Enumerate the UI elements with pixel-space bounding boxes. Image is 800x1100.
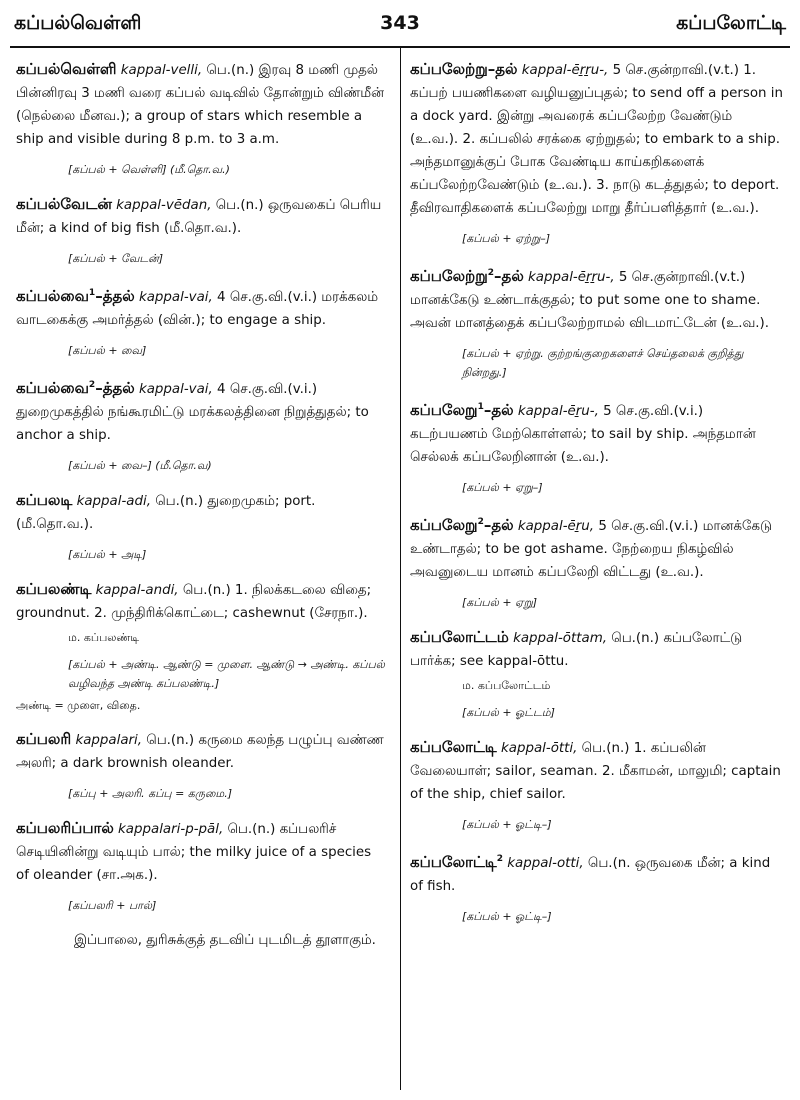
- definition: பெ.(n.) கப்பலோட்டு பார்க்க; see kappal-ōttu.: [410, 631, 743, 669]
- cognate: ம. கப்பலண்டி: [68, 631, 140, 644]
- dictionary-entry: [16, 58, 388, 151]
- definition: பெ.(n.) ஒருவகைப் பெரிய மீன்; a kind of big fish (மீ.தொ.வ.).: [16, 198, 382, 236]
- definition: 5 செ.கு.வி.(v.i.) மானக்கேடு உண்டாதல்; to be got ashame. நேற்றைய நிகழ்வில் அவனுடைய மானம் கப்பலேறி விட்டது (உ.வ.).: [410, 519, 772, 580]
- transliteration: kappal-vai,: [138, 290, 213, 305]
- transliteration: kappal-vēdan,: [116, 198, 212, 213]
- dictionary-entry: [16, 817, 388, 887]
- dictionary-entry: [410, 262, 784, 335]
- definition: பெ.(n.) துறைமுகம்; port. (மீ.தொ.வ.).: [16, 494, 316, 532]
- guide-word-left: கப்பல்வெள்ளி: [14, 12, 142, 34]
- dictionary-entry: [16, 578, 388, 625]
- definition: 4 செ.கு.வி.(v.i.) துறைமுகத்தில் நங்கூரமிட்டு மரக்கலத்தினை நிறுத்துதல்; to anchor a ship.: [16, 382, 369, 443]
- etymology: [கப்பல் + வை]: [68, 344, 147, 357]
- headword: கப்பலரி: [16, 730, 72, 748]
- transliteration: kappal-ēṟu-,: [517, 404, 599, 419]
- headword: கப்பல்வை$^1$–த்தல்: [16, 287, 135, 305]
- etymology: [கப்பல் + ஏற்று–]: [462, 232, 551, 245]
- guide-word-right: கப்பலோட்டி: [676, 12, 786, 34]
- headword: கப்பல்வேடன்: [16, 195, 112, 213]
- definition: பெ.(n.) கப்பலரிச் செடியினின்று வடியும் பால்; the milky juice of a species of oleander (சா.அக.).: [16, 822, 372, 883]
- definition: பெ.(n.) கருமை கலந்த பழுப்பு வண்ண அலரி; a dark brownish oleander.: [16, 733, 384, 771]
- dictionary-entry: [410, 396, 784, 469]
- definition: பெ.(n.) 1. கப்பலின் வேலையாள்; sailor, seaman. 2. மீகாமன், மாலுமி; captain of the ship, chief sailor.: [410, 741, 781, 802]
- column-divider: [400, 48, 401, 1090]
- page-header: [14, 12, 786, 46]
- definition: பெ.(n.) 1. நிலக்கடலை விதை; groundnut. 2. முந்திரிக்கொட்டை; cashewnut (சேரநா.).: [16, 583, 372, 621]
- definition: பெ.(n.) இரவு 8 மணி முதல் பின்னிரவு 3 மணி வரை கப்பல் வடிவில் தோன்றும் விண்மீன் (நெல்லை மீனவ.); a group of stars which resemble a ship and visible during 8 p.m. to 3 a.m.: [16, 63, 385, 147]
- etymology: [கப்பல் + அடி]: [68, 548, 147, 561]
- etymology: [கப்பல் + ஓட்டி–]: [462, 818, 552, 831]
- dictionary-entry: [410, 736, 784, 806]
- etymology: [கப்பல் + வை–] (மீ.தொ.வ): [68, 459, 212, 472]
- dictionary-entry: [410, 58, 784, 220]
- transliteration: kappal-ēṟṟu-,: [521, 63, 609, 78]
- headword: கப்பலேற்று–தல்: [410, 60, 518, 78]
- transliteration: kappal-ōtti,: [501, 741, 578, 756]
- left-column: [16, 58, 388, 952]
- transliteration: kappal-otti,: [507, 856, 584, 871]
- dictionary-entry: [16, 282, 388, 332]
- headword: கப்பலோட்டி: [410, 738, 497, 756]
- headword: கப்பலண்டி: [16, 580, 92, 598]
- page-number: 343: [380, 12, 420, 34]
- headword: கப்பலேறு$^1$–தல்: [410, 401, 514, 419]
- transliteration: kappalari,: [75, 733, 143, 748]
- dictionary-entry: [16, 728, 388, 775]
- transliteration: kappal-adi,: [76, 494, 151, 509]
- headword: கப்பலரிப்பால்: [16, 819, 114, 837]
- etymology: [கப்பல் + ஏற்று. குற்றங்குறைகளைச் செய்தலைக் குறித்து நின்றது.]: [462, 347, 744, 379]
- transliteration: kappal-ēṟṟu-,: [528, 270, 615, 285]
- definition: 5 செ.குன்றாவி.(v.t.) மானக்கேடு உண்டாக்குதல்; to put some one to shame. அவன் மானத்தைக் கப்பலேற்றாமல் விடமாட்டேன் (உ.வ.).: [410, 270, 770, 331]
- definition: 5 செ.கு.வி.(v.i.) கடற்பயணம் மேற்கொள்ளல்; to sail by ship. அந்தமான் செல்லக் கப்பலேறினான் (உ.வ.).: [410, 404, 756, 465]
- etymology-note: அண்டி = முளை, விதை.: [16, 699, 141, 712]
- headword: கப்பல்வெள்ளி: [16, 60, 117, 78]
- headword: கப்பலேற்று$^2$–தல்: [410, 267, 524, 285]
- definition: பெ.(n. ஒருவகை மீன்; a kind of fish.: [410, 856, 771, 894]
- transliteration: kappal-ēṟu,: [517, 519, 595, 534]
- etymology: [கப்பல் + ஓட்டி–]: [462, 910, 552, 923]
- etymology: [கப்பல் + ஏறு–]: [462, 481, 543, 494]
- headword: கப்பலோட்டி$^2$: [410, 853, 503, 871]
- dictionary-entry: [410, 848, 784, 898]
- etymology: [கப்பலரி + பால்]: [68, 899, 157, 912]
- etymology: [கப்பல் + வெள்ளி] (மீ.தொ.வ.): [68, 163, 230, 176]
- headword: கப்பலடி: [16, 491, 73, 509]
- dictionary-entry: [16, 489, 388, 536]
- dictionary-entry: [16, 193, 388, 240]
- etymology: [கப்பல் + வேடன்]: [68, 252, 164, 265]
- etymology: [கப்பல் + ஏறு]: [462, 596, 538, 609]
- dictionary-entry: [410, 626, 784, 673]
- etymology: [கப்பல் + அண்டி. ஆண்டு = முளை. ஆண்டு → அண்டி. கப்பல் வழிவந்த அண்டி கப்பலண்டி.]: [68, 658, 385, 690]
- definition: 4 செ.கு.வி.(v.i.) மரக்கலம் வாடகைக்கு அமர்த்தல் (வின்.); to engage a ship.: [16, 290, 379, 328]
- right-column: [410, 58, 784, 940]
- transliteration: kappal-vai,: [138, 382, 213, 397]
- transliteration: kappal-andi,: [95, 583, 179, 598]
- transliteration: kappal-velli,: [120, 63, 203, 78]
- headword: கப்பலோட்டம்: [410, 628, 509, 646]
- dictionary-entry: [410, 511, 784, 584]
- dictionary-entry: [16, 374, 388, 447]
- cognate: ம. கப்பலோட்டம்: [462, 679, 551, 692]
- transliteration: kappal-ōttam,: [513, 631, 607, 646]
- definition: 5 செ.குன்றாவி.(v.t.) 1. கப்பற் பயணிகளை வழியனுப்புதல்; to send off a person in a dock yard. இன்று அவரைக் கப்பலேற்ற வேண்டும் (உ.வ.). 2. கப்பலில் சரக்கை ஏற்றுதல்; to embark to a ship. அந்தமானுக்குப் போக வேண்டிய காய்கறிகளைக் கப்பலேற்றவேண்டும் (உ.வ.). 3. நாடு கடத்துதல்; to deport. தீவிரவாதிகளைக் கப்பலேற்று மாறு தீர்ப்பளித்தார் (உ.வ.).: [410, 63, 784, 216]
- headword: கப்பல்வை$^2$–த்தல்: [16, 379, 135, 397]
- etymology: [கப்பல் + ஓட்டம்]: [462, 706, 555, 719]
- transliteration: kappalari-p-pāl,: [118, 822, 224, 837]
- headword: கப்பலேறு$^2$–தல்: [410, 516, 514, 534]
- quotation: இப்பாலை, துரிசுக்குத் தடவிப் புடமிடத் தூளாகும்.: [74, 933, 376, 948]
- etymology: [கப்பு + அலரி. கப்பு = கருமை.]: [68, 787, 233, 800]
